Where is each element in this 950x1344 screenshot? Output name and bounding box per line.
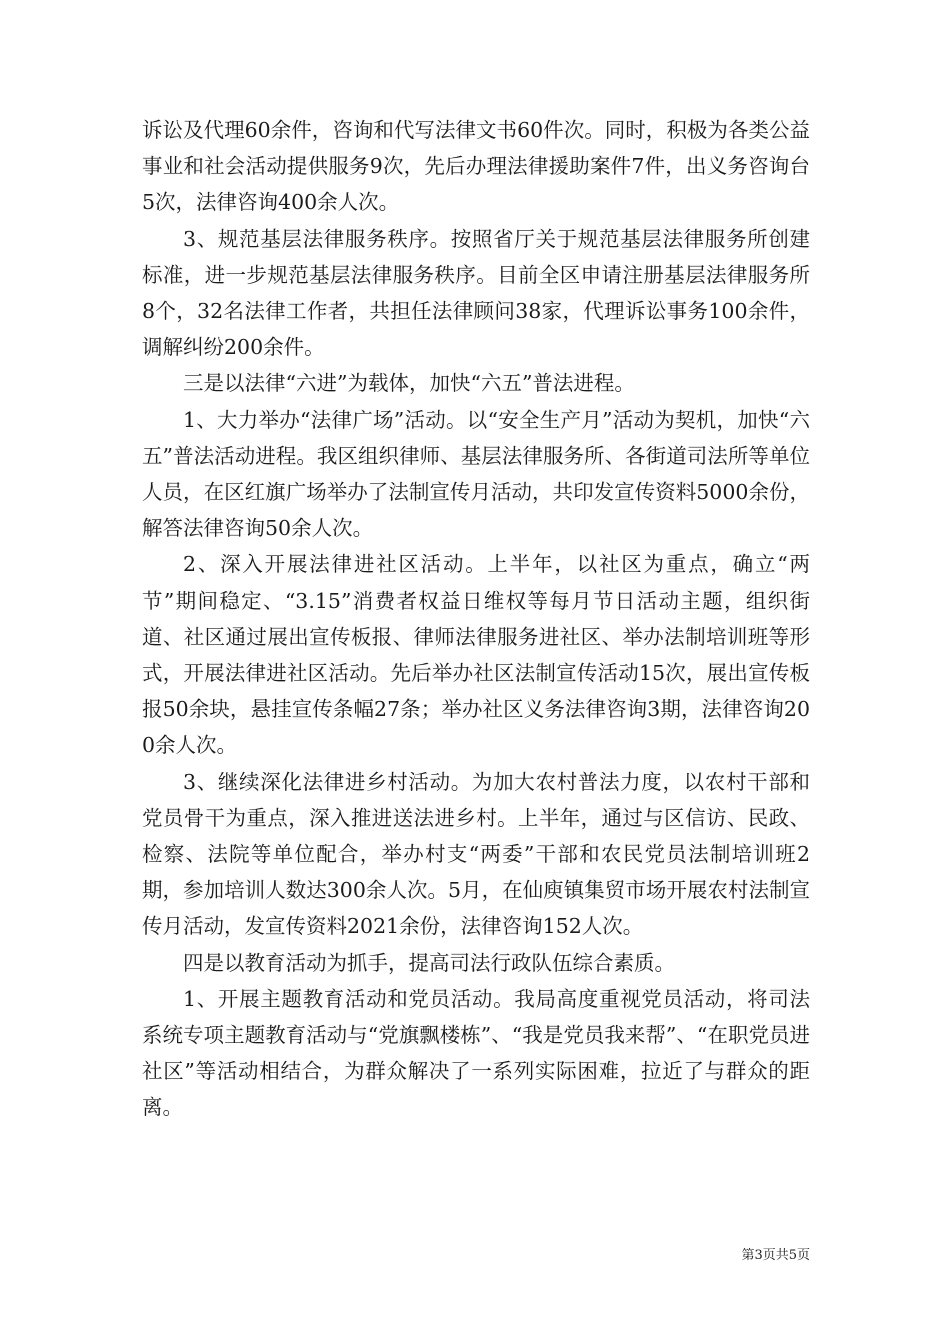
paragraph-legal-service-order: 3、规范基层法律服务秩序。按照省厅关于规范基层法律服务所创建标准，进一步规范基层法律服务秩序。目前全区申请注册基层法律服务所8个，32名法律工作者，共担任法律顾问38家，代理诉讼事务100余件，调解纠纷200余件。 bbox=[142, 226, 810, 360]
paragraph-continuation: 诉讼及代理60余件，咨询和代写法律文书60件次。同时，积极为各类公益事业和社会活动提供服务9次，先后办理法律援助案件7件，出义务咨询台5次，法律咨询400余人次。 bbox=[142, 118, 810, 215]
paragraph-law-community: 2、深入开展法律进社区活动。上半年，以社区为重点，确立“两节”期间稳定、“3.15”消费者权益日维权等每月节日活动主题，组织街道、社区通过展出宣传板报、律师法律服务进社区、举办法制培训班等形式，开展法律进社区活动。先后举办社区法制宣传活动15次，展出宣传板报50余块，悬挂宣传条幅27条；举办社区义务法律咨询3期，法律咨询200余人次。 bbox=[142, 552, 810, 758]
paragraph-section-four-heading: 四是以教育活动为抓手，提高司法行政队伍综合素质。 bbox=[183, 950, 675, 975]
page-number: 第3页共5页 bbox=[741, 1248, 810, 1263]
paragraph-law-village: 3、继续深化法律进乡村活动。为加大农村普法力度，以农村干部和党员骨干为重点，深入推进送法进乡村。上半年，通过与区信访、民政、检察、法院等单位配合，举办村支“两委”干部和农民党员法制培训班2期，参加培训人数达300余人次。5月，在仙庾镇集贸市场开展农村法制宣传月活动，发宣传资料2021余份，法律咨询152人次。 bbox=[142, 769, 810, 939]
paragraph-law-square: 1、大力举办“法律广场”活动。以“安全生产月”活动为契机，加快“六五”普法活动进程。我区组织律师、基层法律服务所、各街道司法所等单位人员，在区红旗广场举办了法制宣传月活动，共印发宣传资料5000余份，解答法律咨询50余人次。 bbox=[142, 407, 810, 541]
paragraph-theme-education: 1、开展主题教育活动和党员活动。我局高度重视党员活动，将司法系统专项主题教育活动与“党旗飘楼栋”、“我是党员我来帮”、“在职党员进社区”等活动相结合，为群众解决了一系列实际困难，拉近了与群众的距离。 bbox=[142, 986, 810, 1120]
document-body bbox=[142, 112, 810, 1126]
paragraph-section-three-heading: 三是以法律“六进”为载体，加快“六五”普法进程。 bbox=[183, 371, 635, 396]
